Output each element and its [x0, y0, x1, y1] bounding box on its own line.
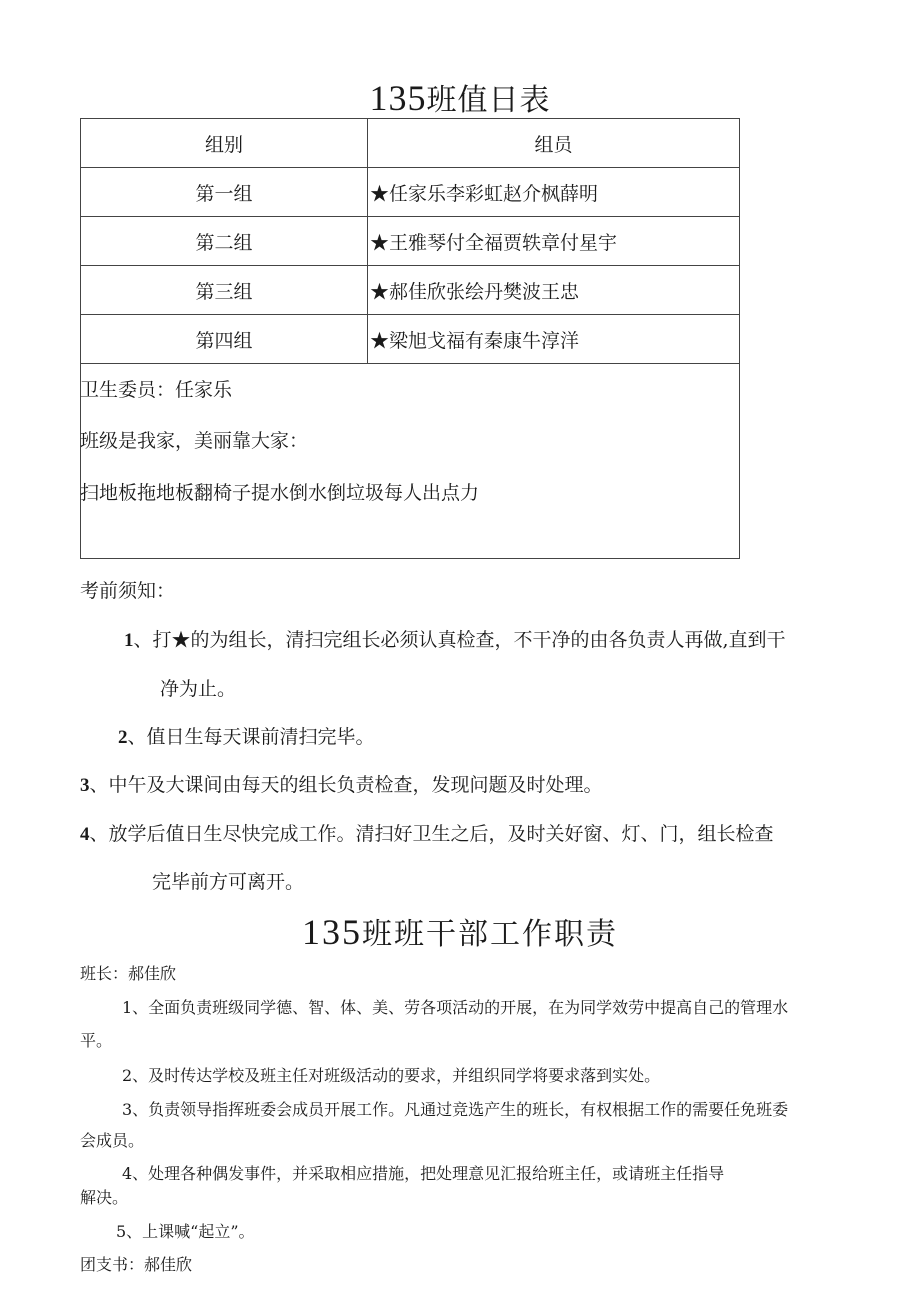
monitor-duty-4: 4、处理各种偶发事件，并采取相应措施，把处理意见汇报给班主任，或请班主任指导: [122, 1164, 725, 1183]
monitor-duty-5: 5、上课喊“起立”。: [116, 1222, 255, 1241]
monitor-duty-2: 2、及时传达学校及班主任对班级活动的要求，并组织同学将要求落到实处。: [122, 1066, 661, 1085]
table-row: [81, 266, 740, 315]
notice-item-2: 2、值日生每天课前清扫完毕。: [118, 726, 375, 748]
notice-item-4: 4、放学后值日生尽快完成工作。清扫好卫生之后，及时关好窗、灯、门，组长检查: [80, 823, 774, 845]
duty-table-title: 135班值日表: [369, 78, 551, 118]
hygiene-committee: 卫生委员：任家乐: [80, 379, 233, 401]
group-cell: 第三组: [81, 266, 368, 315]
exam-notice-heading: 考前须知：: [80, 580, 176, 602]
members-cell: ★郝佳欣张绘丹樊波王忠: [368, 266, 740, 315]
group-cell: 第二组: [81, 217, 368, 266]
header-members: 组员: [368, 119, 740, 168]
cadre-duties-title: 135班班干部工作职责: [302, 912, 618, 952]
notice-item-1-cont: 净为止。: [160, 678, 237, 700]
monitor-duty-1: 1、全面负责班级同学德、智、体、美、劳各项活动的开展，在为同学效劳中提高自己的管理水: [122, 998, 789, 1017]
header-group: 组别: [81, 119, 368, 168]
group-cell: 第一组: [81, 168, 368, 217]
notice-item-1: 1、打★的为组长，清扫完组长必须认真检查，不干净的由各负责人再做,直到干: [124, 629, 786, 651]
monitor-duty-3: 3、负责领导指挥班委会成员开展工作。凡通过竞选产生的班长，有权根据工作的需要任免班委: [122, 1100, 789, 1119]
monitor-duty-4-cont: 解决。: [80, 1188, 129, 1207]
league-secretary: 团支书：郝佳欣: [80, 1255, 193, 1274]
notice-item-4-cont: 完毕前方可离开。: [152, 871, 305, 893]
table-row: [81, 168, 740, 217]
table-header-row: [81, 119, 740, 168]
table-row: [81, 217, 740, 266]
monitor-duty-1-cont: 平。: [80, 1031, 113, 1050]
notice-item-3: 3、中午及大课间由每天的组长负责检查，发现问题及时处理。: [80, 774, 603, 796]
members-cell: ★梁旭戈福有秦康牛淳洋: [368, 315, 740, 364]
members-cell: ★任家乐李彩虹赵介枫薛明: [368, 168, 740, 217]
table-row: [81, 315, 740, 364]
group-cell: 第四组: [81, 315, 368, 364]
class-slogan: 班级是我家，美丽靠大家：: [80, 430, 309, 452]
chores-line: 扫地板拖地板翻椅子提水倒水倒垃圾每人出点力: [80, 482, 480, 504]
monitor-duty-3-cont: 会成员。: [80, 1131, 145, 1150]
monitor-label: 班长：郝佳欣: [80, 964, 177, 983]
members-cell: ★王雅琴付全福贾轶章付星宇: [368, 217, 740, 266]
